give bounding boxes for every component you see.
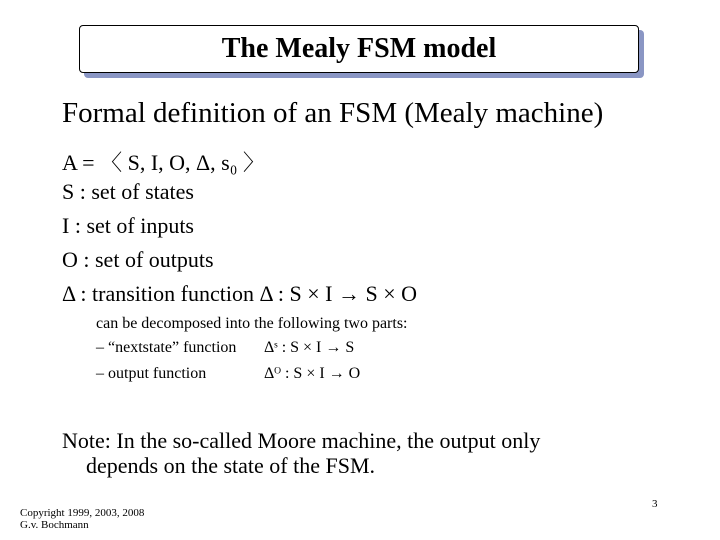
note-line-2: depends on the state of the FSM. xyxy=(86,453,376,478)
nextstate-formula: Δˢ : S × I → S xyxy=(264,339,355,356)
page-number: 3 xyxy=(652,498,658,510)
slide-heading: Formal definition of an FSM (Mealy machine) xyxy=(62,97,604,129)
definition-inputs: I : set of inputs xyxy=(62,213,194,238)
footer-copyright: Copyright 1999, 2003, 2008 xyxy=(20,507,145,519)
definition-outputs: O : set of outputs xyxy=(62,247,214,272)
definition-states: S : set of states xyxy=(62,179,194,204)
decomposition-intro: can be decomposed into the following two parts: xyxy=(96,315,408,332)
output-formula: Δᴼ : S × I → O xyxy=(264,365,361,382)
output-label: – output function xyxy=(96,365,207,382)
definition-transition: Δ : transition function Δ : S × I → S × O xyxy=(62,281,418,306)
slide-title: The Mealy FSM model xyxy=(79,25,639,73)
nextstate-label: – “nextstate” function xyxy=(96,339,237,356)
note-line-1: Note: In the so-called Moore machine, the output only xyxy=(62,428,541,453)
definition-tuple: A = 〈 S, I, O, Δ, s₀ 〉 xyxy=(62,150,265,175)
footer-author: G.v. Bochmann xyxy=(20,519,89,531)
